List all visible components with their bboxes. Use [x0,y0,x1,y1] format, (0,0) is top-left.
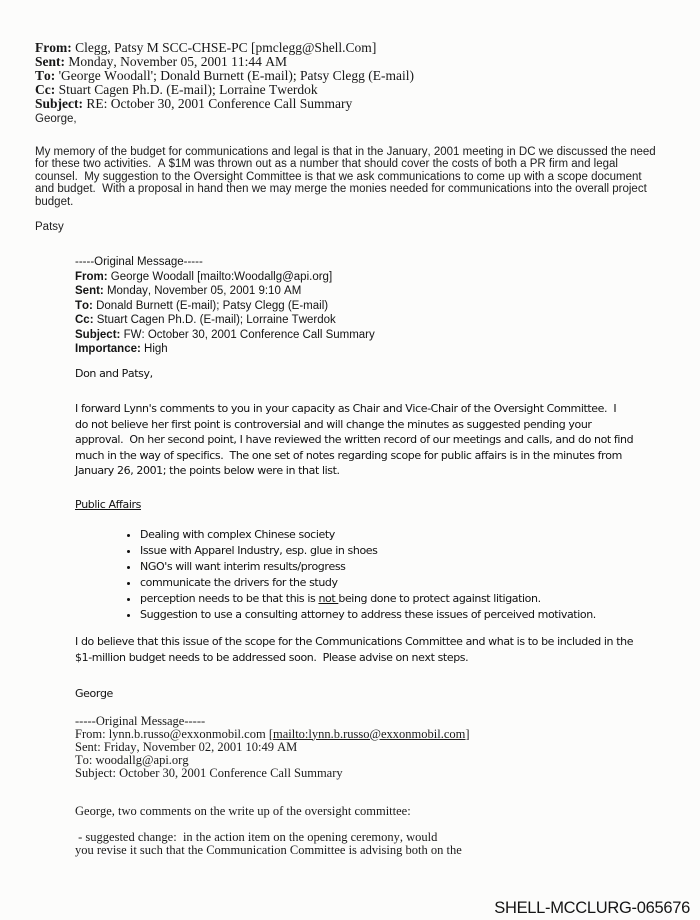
from-label: From: [35,40,72,55]
body-line: and budget. With a proposal in hand then we may merge the monies needed for communications into the overall project [35,183,647,196]
sent-value: Friday, November 02, 2001 10:49 AM [103,739,298,754]
cc-value: Stuart Cagen Ph.D. (E-mail); Lorraine Twerdok [96,314,336,327]
body-line: $1-million budget needs to be addressed soon. Please advise on next steps. [75,650,469,664]
sent-label: Sent: [75,739,101,754]
to-label: To: [75,752,93,767]
email-1 [35,41,700,233]
sent-value: Monday, November 05, 2001 11:44 AM [68,54,287,69]
body-line: I do believe that this issue of the scope for the Communications Committee and what is to be included in the [75,635,634,649]
email-2-header [75,255,700,357]
header-importance-row [75,342,700,357]
header-to-row [35,69,700,83]
bullet-text-pre: perception needs to be that this is [140,592,319,606]
header-sent-row [35,55,700,69]
from-label: From: [75,270,108,283]
email-3 [75,715,700,857]
to-value: woodallg@api.org [95,752,189,767]
email-2-signature: George [75,687,113,701]
list-item: • NGO's will want interim results/progress [140,559,700,575]
body-line: much in the way of specifics. The one set of notes regarding scope for public affairs is in the minutes from [75,448,622,462]
email-1-header [35,41,700,111]
header-cc-row [35,83,700,97]
header-cc-row [75,313,700,328]
cc-label: Cc: [35,82,56,97]
from-value: George Woodall [mailto:Woodallg@api.org] [110,270,333,283]
email-2-greeting: Don and Patsy, [75,366,153,380]
body-line: - suggested change: in the action item on the opening ceremony, would [75,829,438,844]
email-1-signature: Patsy [35,221,64,234]
subject-value: FW: October 30, 2001 Conference Call Summary [123,328,375,341]
header-sent-row [75,284,700,299]
email-2-paragraph-1 [75,401,700,479]
list-item: • communicate the drivers for the study [140,575,700,591]
body-line: you revise it such that the Communication Committee is advising both on the [75,842,462,857]
from-value: lynn.b.russo@exxonmobil.com [108,726,266,741]
body-line: for these two activities. A $1M was thrown out as a number that should cover the costs of both a PR firm and legal [35,158,618,171]
header-subject-row [35,97,700,111]
header-subject-row [75,328,700,343]
body-line: budget. [35,195,74,208]
body-line: do not believe her first point is controversial and will change the minutes as suggested pending your [75,417,592,431]
email-3-paragraph-2 [75,831,700,857]
original-message-separator: -----Original Message----- [75,713,206,728]
original-message-separator: -----Original Message----- [75,256,203,269]
public-affairs-bullet-list [75,527,700,623]
body-line: January 26, 2001; the points below were in that list. [75,464,340,478]
importance-label: Importance: [75,343,141,356]
cc-value: Stuart Cagen Ph.D. (E-mail); Lorraine Twerdok [58,82,318,97]
list-item: • Dealing with complex Chinese society [140,527,700,543]
header-from-row [75,270,700,285]
subject-label: Subject: [75,328,121,341]
public-affairs-heading: Public Affairs [75,497,141,511]
email-1-greeting: George, [35,113,77,125]
email-2-paragraph-2 [75,634,700,665]
sent-value: Monday, November 05, 2001 9:10 AM [106,285,302,298]
body-line: counsel. My suggestion to the Oversight Committee is that we ask communications to come up with a scope document [35,170,642,183]
email-3-header [75,715,700,780]
mailto-link: [mailto:lynn.b.russo@exxonmobil.com] [268,726,470,741]
importance-value: High [144,343,168,356]
subject-label: Subject: [75,765,116,780]
body-line: I forward Lynn's comments to you in your capacity as Chair and Vice-Chair of the Oversight Committee. I [75,402,617,416]
to-value: Donald Burnett (E-mail); Patsy Clegg (E-mail) [96,299,329,312]
bates-number-stamp: SHELL-MCCLURG-065676 [494,899,690,917]
header-to-row [75,299,700,314]
from-value: Clegg, Patsy M SCC-CHSE-PC [pmclegg@Shell.Com] [75,40,377,55]
sent-label: Sent: [35,54,65,69]
bullet-text-post: being done to protect against litigation. [338,592,541,606]
email-2 [75,255,700,857]
list-item: • Issue with Apparel Industry, esp. glue in shoes [140,543,700,559]
subject-value: October 30, 2001 Conference Call Summary [119,765,343,780]
header-from-row [35,41,700,55]
to-label: To: [35,68,56,83]
body-line: My memory of the budget for communications and legal is that in the January, 2001 meeting in DC we discussed the need [35,146,656,158]
body-line: approval. On her second point, I have reviewed the written record of our meetings and calls, and do not find [75,433,634,447]
from-label: From: [75,726,106,741]
header-subject-row [75,767,700,780]
subject-label: Subject: [35,96,83,111]
email-1-body [35,146,700,208]
sent-label: Sent: [75,285,104,298]
cc-label: Cc: [75,314,94,327]
list-item: • Suggestion to use a consulting attorney to address these issues of perceived motivation. [140,607,700,623]
email-3-paragraph-1: George, two comments on the write up of the oversight committee: [75,803,411,818]
bullet-text-underlined: not [318,592,339,606]
to-label: To: [75,299,93,312]
to-value: 'George Woodall'; Donald Burnett (E-mail); Patsy Clegg (E-mail) [58,68,415,83]
subject-value: RE: October 30, 2001 Conference Call Summary [86,96,353,111]
list-item [140,591,700,607]
